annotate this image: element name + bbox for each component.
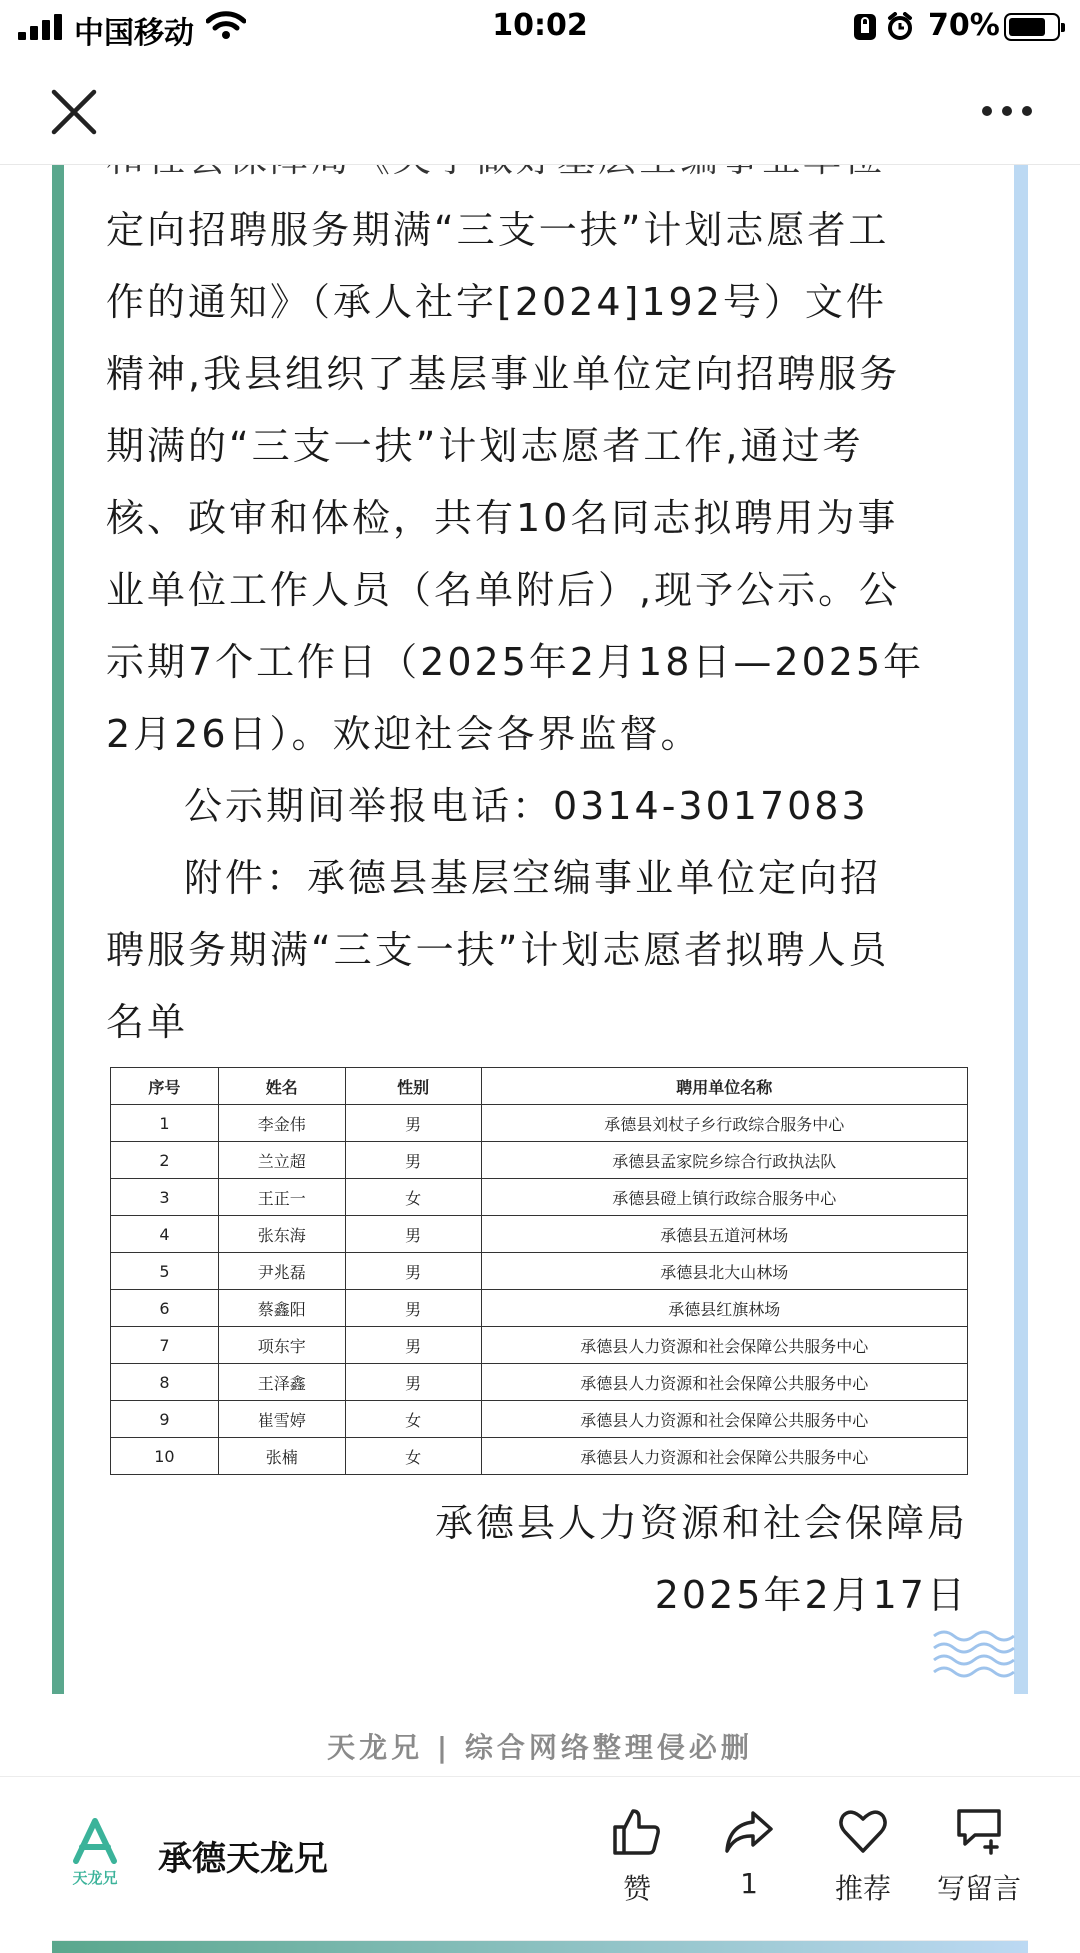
table-row [111,1327,968,1364]
logo-text: 天龙兄 [72,1869,118,1887]
table-cell: 承德县五道河林场 [481,1216,967,1253]
table-cell: 男 [345,1142,481,1179]
paragraph-line: 作的通知》（承人社字[2024]192号）文件 [106,280,887,324]
table-cell: 蔡鑫阳 [218,1290,345,1327]
paragraph-line: 期满的“三支一扶”计划志愿者工作,通过考 [106,424,864,468]
table-cell: 男 [345,1327,481,1364]
paragraph-line: 精神,我县组织了基层事业单位定向招聘服务 [106,352,901,396]
table-cell: 4 [111,1216,219,1253]
table-header-row [111,1068,968,1105]
table-cell: 王泽鑫 [218,1364,345,1401]
table-cell: 3 [111,1179,219,1216]
header-cell: 序号 [111,1068,219,1105]
table-row [111,1364,968,1401]
table-cell: 张东海 [218,1216,345,1253]
header-cell: 性别 [345,1068,481,1105]
table-cell: 张楠 [218,1438,345,1475]
table-cell: 项东宇 [218,1327,345,1364]
attachment-line: 附件：承德县基层空编事业单位定向招 [184,856,882,900]
share-count: 1 [740,1867,758,1900]
table-cell: 女 [345,1179,481,1216]
account-name[interactable]: 承德天龙兄 [158,1839,328,1879]
status-bar [0,0,1080,56]
nav-bar [0,56,1080,165]
table-cell: 10 [111,1438,219,1475]
comment-icon [953,1805,1005,1857]
table-cell: 兰立超 [218,1142,345,1179]
table-cell: 7 [111,1327,219,1364]
table-cell: 男 [345,1253,481,1290]
carrier-name: 中国移动 [74,16,194,51]
paragraph-line: 定向招聘服务期满“三支一扶”计划志愿者工 [106,208,890,252]
table-cell: 崔雪婷 [218,1401,345,1438]
table-row [111,1216,968,1253]
table-cell: 承德县孟家院乡综合行政执法队 [481,1142,967,1179]
table-cell: 承德县红旗林场 [481,1290,967,1327]
table-row [111,1179,968,1216]
signature-org: 承德县人力资源和社会保障局 [434,1501,968,1545]
table-cell: 男 [345,1364,481,1401]
table-row [111,1401,968,1438]
table-cell: 承德县刘杖子乡行政综合服务中心 [481,1105,967,1142]
battery-icon [1004,13,1060,41]
paragraph-line: 核、政审和体检，共有10名同志拟聘用为事 [106,496,899,540]
table-cell: 承德县人力资源和社会保障公共服务中心 [481,1327,967,1364]
status-icons [852,12,920,42]
table-cell: 尹兆磊 [218,1253,345,1290]
table-row [111,1290,968,1327]
table-cell: 1 [111,1105,219,1142]
table-cell: 男 [345,1105,481,1142]
hotline-text: 公示期间举报电话：0314-3017083 [184,784,869,828]
table-cell: 男 [345,1290,481,1327]
battery-percent: 70% [928,8,1000,43]
heart-icon [837,1805,889,1857]
like-button[interactable] [582,1805,692,1907]
more-options-icon[interactable] [978,96,1038,126]
header-cell: 聘用单位名称 [481,1068,967,1105]
attachment-line: 名单 [106,1000,189,1044]
close-icon[interactable] [44,84,104,140]
table-cell: 李金伟 [218,1105,345,1142]
account-logo[interactable] [60,1817,130,1887]
table-cell: 承德县磴上镇行政综合服务中心 [481,1179,967,1216]
signature-date: 2025年2月17日 [654,1573,968,1617]
attachment-line: 聘服务期满“三支一扶”计划志愿者拟聘人员 [106,928,890,972]
table-cell: 5 [111,1253,219,1290]
recommend-label: 推荐 [834,1872,891,1905]
table-cell: 女 [345,1438,481,1475]
paragraph-line: 2月26日）。欢迎社会各界监督。 [106,712,702,756]
table-cell: 女 [345,1401,481,1438]
table-cell: 承德县人力资源和社会保障公共服务中心 [481,1364,967,1401]
article-body [106,150,986,1058]
table-cell: 9 [111,1401,219,1438]
comment-button[interactable] [924,1805,1034,1907]
recommend-button[interactable] [808,1805,918,1907]
table-cell: 6 [111,1290,219,1327]
table-cell: 承德县北大山林场 [481,1253,967,1290]
table-cell: 男 [345,1216,481,1253]
orientation-lock-icon [854,14,876,40]
waves-decoration-icon [932,1628,1016,1684]
table-cell: 8 [111,1364,219,1401]
table-cell: 2 [111,1142,219,1179]
source-footnote: 天龙兄 | 综合网络整理侵必删 [327,1731,753,1764]
table-cell: 承德县人力资源和社会保障公共服务中心 [481,1401,967,1438]
paragraph-line: 业单位工作人员（名单附后）,现予公示。公 [106,568,901,612]
bottom-bar [0,1776,1080,1921]
like-label: 赞 [622,1872,651,1905]
clock: 10:02 [492,8,588,43]
comment-label: 写留言 [936,1872,1021,1905]
table-row [111,1253,968,1290]
thumbs-up-icon [611,1805,663,1857]
table-row [111,1142,968,1179]
paragraph-line: 示期7个工作日（2025年2月18日—2025年 [106,640,925,684]
table-cell: 王正一 [218,1179,345,1216]
table-cell: 承德县人力资源和社会保障公共服务中心 [481,1438,967,1475]
roster-table [110,1067,968,1475]
table-row [111,1105,968,1142]
share-icon [723,1805,775,1857]
header-cell: 姓名 [218,1068,345,1105]
alarm-icon [890,14,910,38]
table-row [111,1438,968,1475]
share-button[interactable] [694,1805,804,1900]
